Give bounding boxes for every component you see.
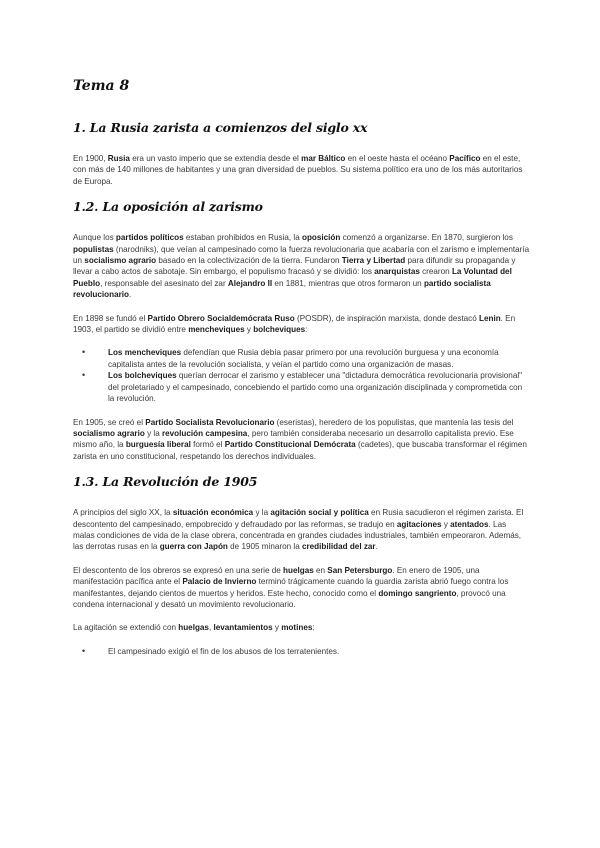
bold-term: motines — [281, 623, 313, 633]
bold-term: agitación social y política — [270, 508, 369, 518]
section-1-3-paragraph-3: La agitación se extendió con huelgas, levantamientos y motines: — [73, 623, 315, 633]
bold-term: partido socialista revolucionario — [73, 278, 491, 300]
bold-term: situación económica — [172, 508, 254, 518]
section-1-2-list — [73, 347, 530, 404]
bold-term: partidos políticos — [115, 233, 184, 243]
bold-term: guerra con Japón — [159, 542, 228, 552]
section-1-3-list — [73, 646, 530, 657]
bold-term: agitaciones — [396, 519, 442, 529]
bold-term: bolcheviques — [253, 325, 306, 335]
bold-term: San Petersburgo — [327, 565, 393, 575]
section-1-2-paragraph-3: En 1905, se creó el Partido Socialista Revolucionario (eseristas), heredero de los populistas, que mantenía las tesis del socialismo agrario y la revolución campesina, pero también consideraba necesario un desarrollo capitalista previo. Ese mismo año, la burguesía liberal formó el Partido Constitucional Demócrata (cadetes), que buscaba transformar el régimen zarista en uno constitucional, respetando los derechos individuales. — [73, 417, 527, 461]
bold-term: oposición — [301, 233, 341, 243]
bold-term: huelgas — [178, 623, 209, 633]
section-1-3-paragraph-2: El descontento de los obreros se expresó en una serie de huelgas en San Petersburgo. En enero de 1905, una manifestación pacífica ante el Palacio de Invierno terminó trágicamente cuando la guardia zarista abrió fuego contra los manifestantes, dejando cientos de muertos y heridos. Este hecho, conocido como el domingo sangriento, provocó una condena internacional y desató un movimiento revolucionario. — [73, 565, 509, 609]
list-item-campesinado: • El campesinado exigió el fin de los abusos de los terratenientes. — [108, 646, 530, 657]
list-item-mencheviques: • Los mencheviques defendían que Rusia debía pasar primero por una revolución burguesa y una economía capitalista antes de la revolución socialista, y veían el partido como una organización de masas. — [108, 347, 530, 370]
bold-term: revolución campesina — [161, 428, 248, 438]
bold-term: populistas — [73, 244, 114, 254]
bold-term: La Voluntad del Pueblo — [73, 267, 512, 288]
bold-term: burguesía liberal — [125, 440, 191, 450]
bold-term: Los mencheviques — [108, 348, 182, 358]
section-1-2-paragraph-1: Aunque los partidos políticos estaban prohibidos en Rusia, la oposición comenzó a organizarse. En 1870, surgieron los populistas (narodniks), que veían al campesinado como la fuerza revolucionaria que acabaría con el zarismo e implementaría un socialismo agrario basado en la colectivización de la tierra. Fundaron Tierra y Libertad para difundir su propaganda y llevar a cabo actos de sabotaje. Sin embargo, el populismo fracasó y se dividió: los anarquistas crearon La Voluntad del Pueblo, responsable del asesinato del zar Alejandro II en 1881, mientras que otros formaron un partido socialista revolucionario. — [73, 233, 530, 300]
bold-term: socialismo agrario — [73, 428, 145, 438]
section-1-3-paragraph-1: A principios del siglo XX, la situación económica y la agitación social y política en Rusia sacudieron el régimen zarista. El descontento del campesinado, empobrecido y defraudado por las reformas, se tradujo en agitaciones y atentados. Las malas condiciones de vida de la clase obrera, concentrada en grandes ciudades industriales, también empeoraron. Además, las derrotas rusas en la guerra con Japón de 1905 minaron la credibilidad del zar. — [73, 508, 524, 552]
section-heading-1-3: 1.3. La Revolución de 1905 — [73, 474, 258, 490]
section-1-2-paragraph-2: En 1898 se fundó el Partido Obrero Socialdemócrata Ruso (POSDR), de inspiración marxista, donde destacó Lenin. En 1903, el partido se dividió entre mencheviques y bolcheviques: — [73, 313, 516, 335]
section-1-paragraph-1: En 1900, Rusia era un vasto imperio que se extendía desde el mar Báltico en el oeste hasta el océano Pacífico en el este, con más de 140 millones de habitantes y una gran diversidad de pueblos. Su sistema político era uno de los más autoritarios de Europa. — [73, 154, 523, 186]
bold-term: anarquistas — [374, 267, 420, 277]
bold-term: Partido Socialista Revolucionario — [145, 417, 275, 427]
bold-term: Los bolcheviques — [108, 371, 177, 381]
bold-term: mar Báltico — [301, 154, 346, 163]
bold-term: huelgas — [283, 565, 314, 575]
bold-term: Rusia — [107, 154, 130, 163]
bold-term: Tierra y Libertad — [341, 256, 406, 266]
bold-term: Partido Constitucional Demócrata — [224, 440, 356, 450]
document-title: Tema 8 — [73, 78, 130, 94]
list-item-bolcheviques: • Los bolcheviques querían derrocar el zarismo y establecer una "dictadura democrática revolucionaria provisional" del proletariado y el campesinado, concebiendo el partido como una organización disciplinada y comprometida con la revolución. — [108, 370, 530, 404]
bold-term: mencheviques — [188, 325, 245, 335]
bold-term: Palacio de Invierno — [182, 577, 257, 587]
bold-term: domingo sangriento — [378, 588, 457, 598]
bold-term: socialismo agrario — [84, 256, 157, 266]
bold-term: levantamientos — [213, 623, 273, 633]
bold-term: atentados — [450, 519, 489, 529]
section-heading-1: 1. La Rusia zarista a comienzos del siglo xx — [73, 120, 368, 135]
bold-term: Pacífico — [449, 154, 481, 163]
bold-term: Alejandro II — [227, 278, 273, 288]
bold-term: Partido Obrero Socialdemócrata Ruso — [147, 313, 295, 323]
bold-term: Lenin — [479, 313, 501, 323]
section-heading-1-2: 1.2. La oposición al zarismo — [73, 199, 263, 215]
bold-term: credibilidad del zar — [301, 542, 376, 552]
